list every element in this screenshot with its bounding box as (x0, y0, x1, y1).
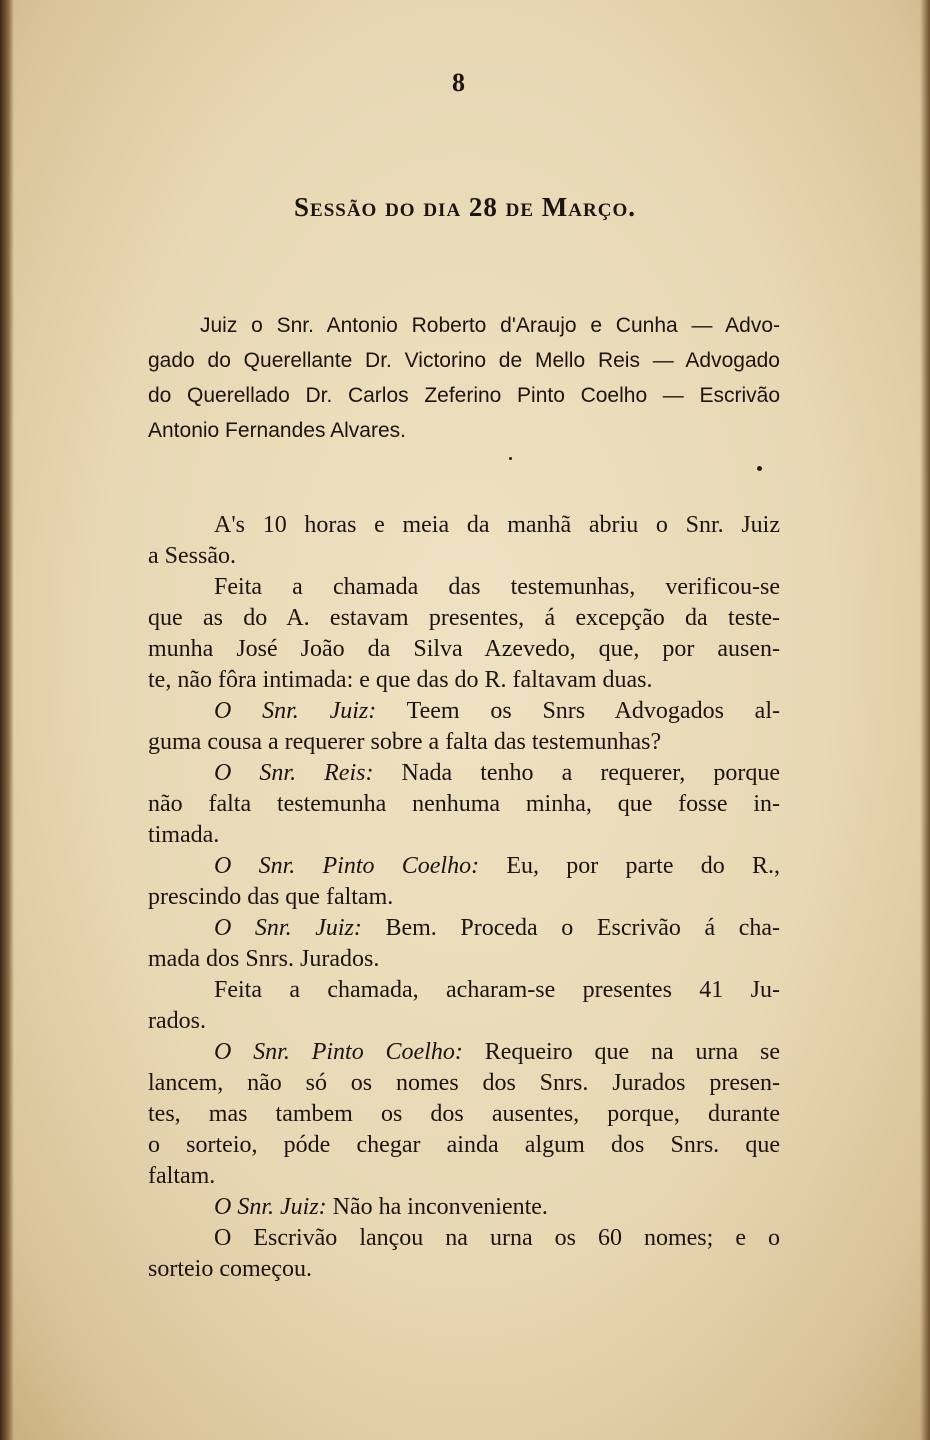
ink-speck (757, 466, 762, 471)
speaker-line (148, 1037, 780, 1068)
body-line (148, 572, 780, 603)
body-line (148, 541, 780, 572)
speaker-line (148, 913, 780, 944)
body-line (148, 603, 780, 634)
line-text: Teem os Snrs Advogados al- (406, 698, 780, 724)
body-line (148, 727, 780, 758)
line-text: faltam. (148, 1163, 216, 1189)
session-title: Sessão do dia 28 de Março. (294, 192, 636, 222)
line-text: Eu, por parte do R., (506, 853, 780, 879)
speaker-name: O Snr. Pinto Coelho: (214, 853, 480, 879)
line-text: timada. (148, 822, 220, 848)
body-line (148, 1006, 780, 1037)
line-text: a Sessão. (148, 543, 236, 569)
line-text: Não ha inconveniente. (332, 1194, 548, 1220)
line-text: Bem. Proceda o Escrivão á cha- (385, 915, 780, 941)
line-text: prescindo das que faltam. (148, 884, 394, 910)
speaker-name: O Snr. Juiz: (214, 1194, 327, 1220)
line-text: munha José João da Silva Azevedo, que, por ausen- (148, 636, 780, 662)
body-line (148, 1068, 780, 1099)
speaker-line (148, 758, 780, 789)
body-line (148, 882, 780, 913)
line-text: O Escrivão lançou na urna os 60 nomes; e o (214, 1225, 780, 1251)
speaker-name: O Snr. Pinto Coelho: (214, 1039, 463, 1065)
line-text: Nada tenho a requerer, porque (401, 760, 780, 786)
personnel-line: do Querellado Dr. Carlos Zeferino Pinto Coelho — Escrivão (148, 384, 780, 407)
line-text: Feita a chamada, acharam-se presentes 41 Ju- (214, 977, 780, 1003)
body-line (148, 665, 780, 696)
body-line (148, 634, 780, 665)
line-text: tes, mas tambem os dos ausentes, porque, durante (148, 1101, 780, 1127)
court-personnel-paragraph (148, 308, 780, 448)
speaker-name: O Snr. Juiz: (214, 698, 377, 724)
line-text: lancem, não só os nomes dos Snrs. Jurados presen- (148, 1070, 780, 1096)
line-text: sorteio começou. (148, 1256, 312, 1282)
speaker-line (148, 696, 780, 727)
line-text: te, não fôra intimada: e que das do R. faltavam duas. (148, 667, 653, 693)
body-line (148, 944, 780, 975)
session-minutes-body (148, 510, 780, 1285)
line-text: guma cousa a requerer sobre a falta das testemunhas? (148, 729, 662, 755)
body-line (148, 975, 780, 1006)
personnel-line: Antonio Fernandes Alvares. (148, 419, 406, 442)
line-text: A's 10 horas e meia da manhã abriu o Snr. Juiz (214, 512, 780, 538)
personnel-line: gado do Querellante Dr. Victorino de Mello Reis — Advogado (148, 349, 780, 372)
personnel-line: Juiz o Snr. Antonio Roberto d'Araujo e Cunha — Advo- (200, 314, 780, 337)
speaker-line (148, 1192, 780, 1223)
line-text: Requeiro que na urna se (484, 1039, 780, 1065)
line-text: o sorteio, póde chegar ainda algum dos Snrs. que (148, 1132, 780, 1158)
line-text: Feita a chamada das testemunhas, verificou-se (214, 574, 780, 600)
body-line (148, 1130, 780, 1161)
body-line (148, 1254, 780, 1285)
page-gutter-shadow (0, 0, 14, 1440)
body-line (148, 820, 780, 851)
ink-speck (509, 457, 512, 460)
page-number: 8 (452, 68, 465, 97)
body-line (148, 789, 780, 820)
line-text: rados. (148, 1008, 206, 1034)
speaker-line (148, 851, 780, 882)
speaker-name: O Snr. Juiz: (214, 915, 362, 941)
body-line (148, 1223, 780, 1254)
body-line (148, 510, 780, 541)
line-text: não falta testemunha nenhuma minha, que fosse in- (148, 791, 780, 817)
speaker-name: O Snr. Reis: (214, 760, 374, 786)
line-text: que as do A. estavam presentes, á excepção da teste- (148, 605, 780, 631)
body-line (148, 1161, 780, 1192)
line-text: mada dos Snrs. Jurados. (148, 946, 380, 972)
page-edge-shadow (920, 0, 930, 1440)
body-line (148, 1099, 780, 1130)
